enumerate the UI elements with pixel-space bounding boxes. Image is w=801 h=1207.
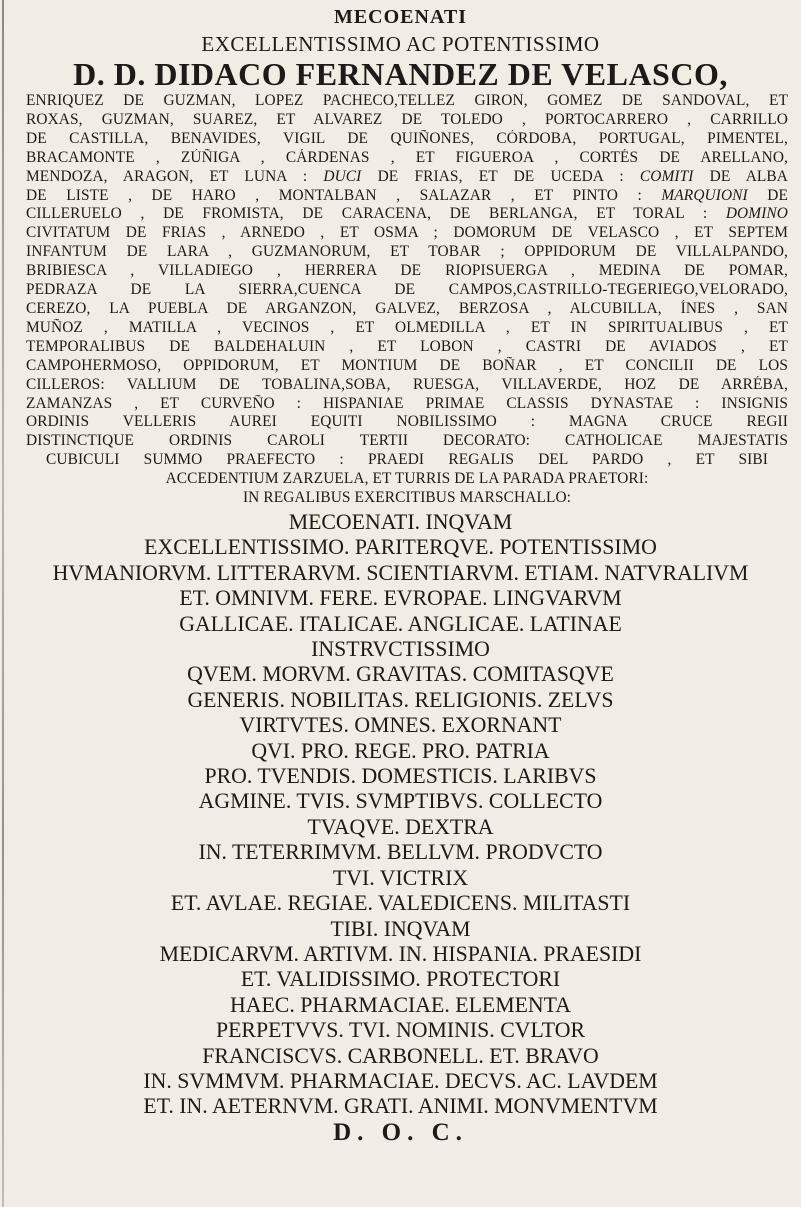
title-line: ZAMANZAS , ET CURVEÑO : HISPANIAE PRIMAE CLASSIS DYNASTAE : INSIGNIS (26, 394, 788, 412)
title-line: INFANTUM DE LARA , GUZMANORUM, ET TOBAR ; OPPIDORUM DE VILLALPANDO, (26, 243, 788, 261)
title-line: BRACAMONTE , ZÚÑIGA , CÁRDENAS , ET FIGUEROA , CORTÉS DE ARELLANO, (26, 148, 788, 166)
title-line: CAMPOHERMOSO, OPPIDORUM, ET MONTIUM DE BOÑAR , ET CONCILII DE LOS (26, 356, 788, 374)
title-line: DISTINCTIQUE ORDINIS CAROLI TERTII DECORATO: CATHOLICAE MAJESTATIS (26, 432, 788, 450)
heading-mecoenati: MECOENATI (333, 6, 468, 28)
inscription-line: TIBI. INQVAM (330, 916, 471, 941)
inscription-line: ET. VALIDISSIMO. PROTECTORI (240, 967, 561, 992)
title-line: CEREZO, LA PUEBLA DE ARGANZON, GALVEZ, BERZOSA , ALCUBILLA, ÍNES , SAN (26, 299, 788, 317)
title-line: ROXAS, GUZMAN, SUAREZ, ET ALVAREZ DE TOLEDO , PORTOCARRERO , CARRILLO (26, 110, 788, 128)
title-line: CUBICULI SUMMO PRAEFECTO : PRAEDI REGALIS DEL PARDO , ET SIBI (46, 451, 768, 469)
inscription-line: INSTRVCTISSIMO (311, 637, 490, 662)
title-line: IN REGALIBUS EXERCITIBUS MARSCHALLO: (242, 489, 572, 507)
dedication-inscription (0, 510, 801, 1145)
inscription-line: TVI. VICTRIX (332, 865, 469, 890)
title-line: PEDRAZA DE LA SIERRA,CUENCA DE CAMPOS,CASTRILLO-TEGERIEGO,VELORADO, (26, 281, 788, 299)
heading-excellentissimo: EXCELLENTISSIMO AC POTENTISSIMO (201, 32, 600, 56)
inscription-line: IN. TETERRIMVM. BELLVM. PRODVCTO (198, 840, 603, 865)
inscription-line: PERPETVVS. TVI. NOMINIS. CVLTOR (216, 1018, 585, 1043)
title-line: ENRIQUEZ DE GUZMAN, LOPEZ PACHECO,TELLEZ GIRON, GOMEZ DE SANDOVAL, ET (26, 92, 788, 109)
title-line: CILLEROS: VALLIUM DE TOBALINA,SOBA, RUESGA, VILLAVERDE, HOZ DE ARRÉBA, (26, 375, 788, 393)
title-line: BRIBIESCA , VILLADIEGO , HERRERA DE RIOPISUERGA , MEDINA DE POMAR, (26, 262, 788, 280)
inscription-line: PRO. TVENDIS. DOMESTICIS. LARIBVS (204, 764, 597, 789)
title-line: DE LISTE , DE HARO , MONTALBAN , SALAZAR , ET PINTO : MARQUIONI DE (26, 186, 788, 204)
inscription-line: ET. IN. AETERNVM. GRATI. ANIMI. MONVMENTVM (143, 1094, 658, 1119)
inscription-line: GENERIS. NOBILITAS. RELIGIONIS. ZELVS (187, 687, 614, 712)
inscription-line: FRANCISCVS. CARBONELL. ET. BRAVO (202, 1043, 599, 1068)
title-line: ACCEDENTIUM ZARZUELA, ET TURRIS DE LA PARADA PRAETORI: (165, 470, 649, 488)
inscription-line: HVMANIORVM. LITTERARVM. SCIENTIARVM. ETIAM. NATVRALIVM (52, 560, 749, 585)
inscription-line: VIRTVTES. OMNES. EXORNANT (239, 713, 562, 738)
inscription-line: GALLICAE. ITALICAE. ANGLICAE. LATINAE (179, 611, 622, 636)
inscription-line: AGMINE. TVIS. SVMPTIBVS. COLLECTO (198, 789, 603, 814)
inscription-line: IN. SVMMVM. PHARMACIAE. DECVS. AC. LAVDEM (143, 1068, 658, 1093)
inscription-line: QVI. PRO. REGE. PRO. PATRIA (251, 738, 550, 763)
inscription-line: HAEC. PHARMACIAE. ELEMENTA (230, 992, 571, 1017)
title-line: MENDOZA, ARAGON, ET LUNA : DUCI DE FRIAS, ET DE UCEDA : COMITI DE ALBA (26, 167, 788, 185)
inscription-line: TVAQVE. DEXTRA (307, 814, 494, 839)
heading-dedicatee-name: D. D. DIDACO FERNANDEZ DE VELASCO, (73, 56, 728, 92)
title-line: DE CASTILLA, BENAVIDES, VIGIL DE QUIÑONES, CÓRDOBA, PORTUGAL, PIMENTEL, (26, 129, 788, 147)
titles-paragraph (26, 92, 788, 508)
title-line: CIVITATUM DE FRIAS , ARNEDO , ET OSMA ; DOMORUM DE VELASCO , ET SEPTEM (26, 224, 788, 242)
inscription-line: ET. AVLAE. REGIAE. VALEDICENS. MILITASTI (170, 891, 631, 916)
title-line: MUÑOZ , MATILLA , VECINOS , ET OLMEDILLA , ET IN SPIRITUALIBUS , ET (26, 318, 788, 336)
title-line: TEMPORALIBUS DE BALDEHALUIN , ET LOBON , CASTRI DE AVIADOS , ET (26, 337, 788, 355)
inscription-line: EXCELLENTISSIMO. PARITERQVE. POTENTISSIMO (144, 535, 657, 560)
inscription-line: ET. OMNIVM. FERE. EVROPAE. LINGVARVM (179, 586, 622, 611)
inscription-line: QVEM. MORVM. GRAVITAS. COMITASQVE (187, 662, 614, 687)
title-line: CILLERUELO , DE FROMISTA, DE CARACENA, DE BERLANGA, ET TORAL : DOMINO (26, 205, 788, 223)
title-line: ORDINIS VELLERIS AUREI EQUITI NOBILISSIMO : MAGNA CRUCE REGII (26, 413, 788, 431)
inscription-line: MEDICARVM. ARTIVM. IN. HISPANIA. PRAESIDI (159, 941, 642, 966)
signature-doc: D. O. C. (333, 1118, 468, 1146)
inscription-line: MECOENATI. INQVAM (288, 510, 513, 534)
